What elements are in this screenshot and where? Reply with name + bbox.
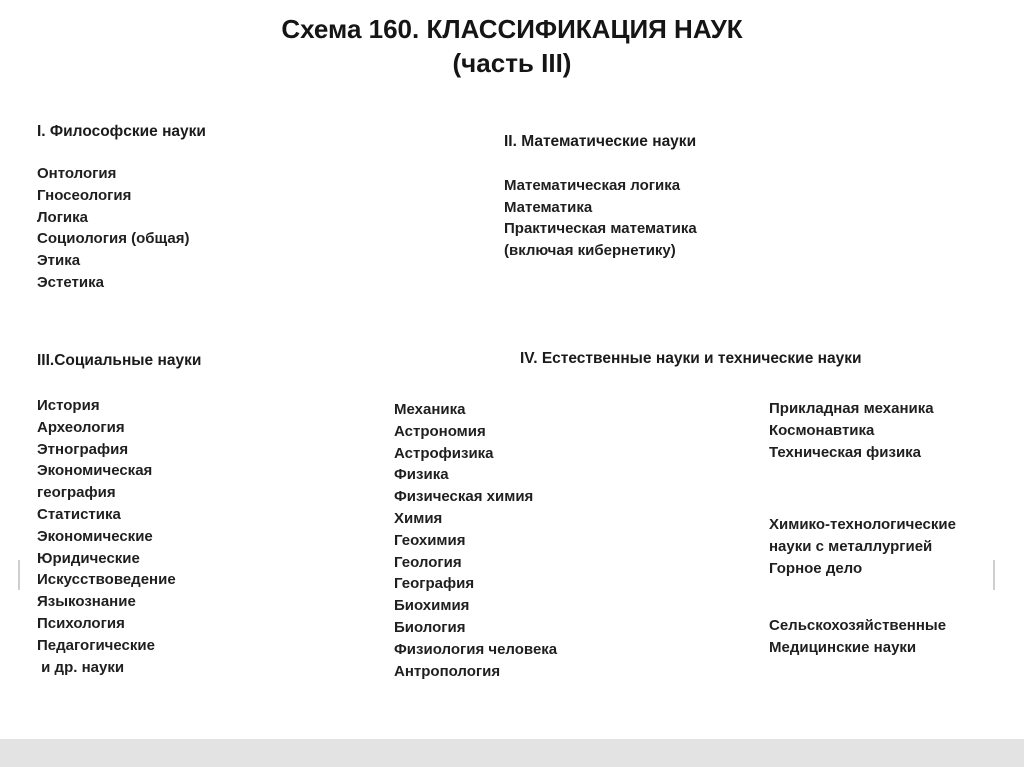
list-item: Сельскохозяйственные bbox=[769, 617, 947, 634]
list-item: Физиология человека bbox=[394, 640, 558, 658]
natural-heading: IV. Естественные науки и технические науки bbox=[520, 350, 862, 367]
list-item: Этнография bbox=[37, 440, 129, 458]
list-item: Астрономия bbox=[394, 422, 486, 440]
list-item: Механика bbox=[394, 401, 466, 418]
list-item: История bbox=[37, 397, 100, 414]
list-item: Этика bbox=[37, 252, 81, 270]
list-item: Техническая физика bbox=[769, 443, 922, 461]
list-item: Прикладная механика bbox=[769, 400, 934, 417]
list-item: Языкознание bbox=[37, 593, 136, 611]
list-item: Химико-технологические bbox=[769, 516, 956, 533]
list-item: и др. науки bbox=[37, 658, 125, 676]
list-item: Педагогические bbox=[37, 636, 155, 654]
list-item: Социология (общая) bbox=[37, 230, 190, 248]
philosophy-heading: I. Философские науки bbox=[37, 123, 206, 140]
list-item: Онтология bbox=[37, 165, 117, 182]
list-item: Физика bbox=[394, 466, 449, 484]
list-item: Экономическая bbox=[37, 462, 153, 480]
scan-edge-left bbox=[18, 560, 20, 590]
list-item: Биология bbox=[394, 618, 466, 636]
list-item: Горное дело bbox=[769, 559, 863, 577]
list-item: Экономические bbox=[37, 527, 153, 545]
mathematics-list bbox=[504, 175, 697, 261]
list-item: Искусствоведение bbox=[37, 571, 176, 589]
list-item: Юридические bbox=[37, 549, 140, 567]
list-item: география bbox=[37, 484, 116, 502]
page-title-line2: (часть III) bbox=[452, 48, 572, 78]
natural-list-group3 bbox=[769, 615, 946, 659]
natural-list-group1 bbox=[769, 398, 934, 463]
list-item: Геология bbox=[394, 553, 462, 571]
natural-list-group2 bbox=[769, 514, 956, 579]
list-item: Эстетика bbox=[37, 273, 104, 291]
list-item: Космонавтика bbox=[769, 421, 875, 439]
list-item: Гносеология bbox=[37, 186, 132, 204]
list-item: Математика bbox=[504, 198, 593, 216]
footer-band bbox=[0, 739, 1024, 767]
list-item: География bbox=[394, 575, 475, 593]
list-item: Археология bbox=[37, 418, 125, 436]
list-item: Логика bbox=[37, 208, 89, 226]
social-list bbox=[37, 395, 176, 678]
list-item: Медицинские науки bbox=[769, 638, 917, 656]
list-item: Практическая математика bbox=[504, 220, 697, 237]
list-item: Математическая логика bbox=[504, 177, 681, 194]
list-item: (включая кибернетику) bbox=[504, 241, 676, 259]
list-item: науки с металлургией bbox=[769, 537, 933, 555]
list-item: Астрофизика bbox=[394, 444, 494, 462]
list-item: Биохимия bbox=[394, 597, 470, 615]
list-item: Физическая химия bbox=[394, 488, 534, 506]
page-title-line1: Схема 160. КЛАССИФИКАЦИЯ НАУК bbox=[281, 14, 743, 44]
list-item: Химия bbox=[394, 509, 443, 527]
list-item: Геохимия bbox=[394, 531, 466, 549]
list-item: Психология bbox=[37, 614, 125, 632]
social-heading: III.Социальные науки bbox=[37, 352, 202, 369]
philosophy-list bbox=[37, 163, 189, 294]
list-item: Статистика bbox=[37, 505, 121, 523]
list-item: Антропология bbox=[394, 662, 501, 680]
mathematics-heading: II. Математические науки bbox=[504, 133, 697, 150]
scan-edge-right bbox=[993, 560, 995, 590]
natural-list-col1 bbox=[394, 399, 557, 682]
